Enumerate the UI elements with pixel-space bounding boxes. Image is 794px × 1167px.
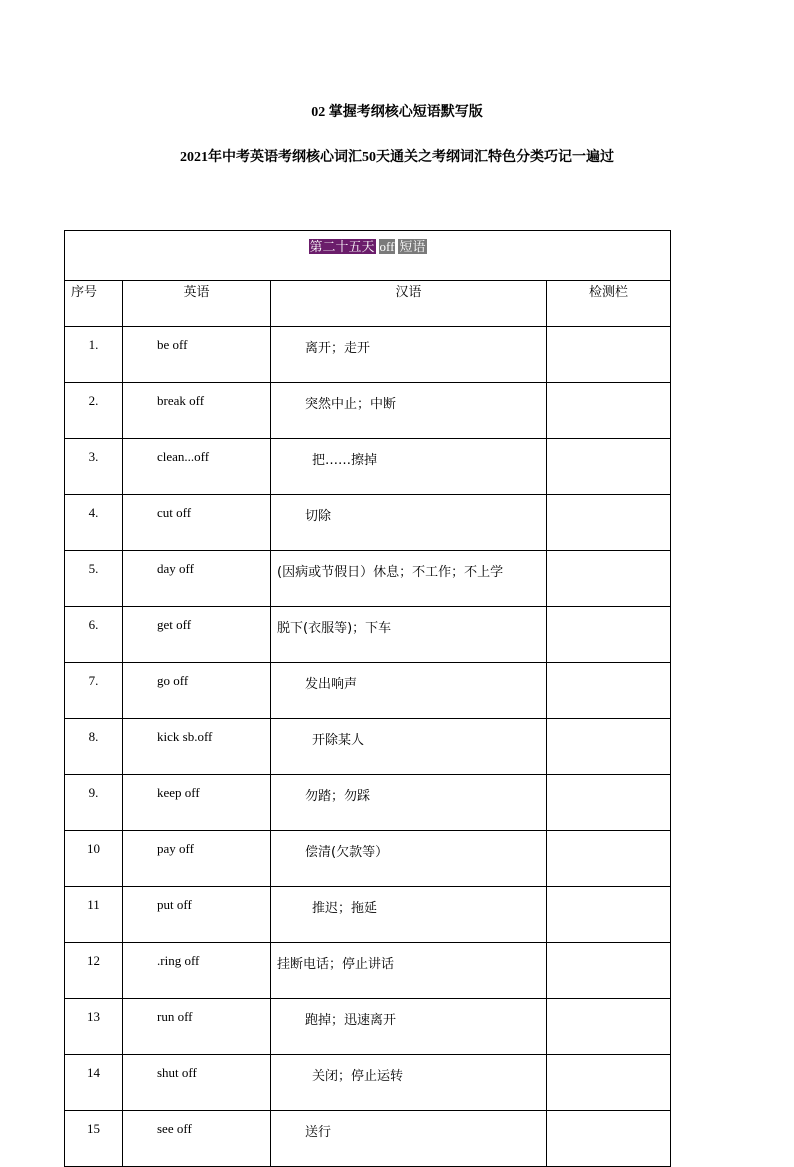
table-row xyxy=(65,1055,671,1111)
chinese-meaning: 开除某人 xyxy=(271,719,547,775)
row-number: 13 xyxy=(65,999,123,1055)
row-number: 8. xyxy=(65,719,123,775)
table-row xyxy=(65,327,671,383)
table-row xyxy=(65,439,671,495)
table-row xyxy=(65,943,671,999)
vocabulary-table xyxy=(64,230,671,1167)
english-phrase: .ring off xyxy=(123,943,271,999)
chinese-meaning: 勿踏；勿踩 xyxy=(271,775,547,831)
row-number: 7. xyxy=(65,663,123,719)
english-phrase: run off xyxy=(123,999,271,1055)
check-cell[interactable] xyxy=(547,999,671,1055)
english-phrase: clean...off xyxy=(123,439,271,495)
table-title-cell xyxy=(65,231,671,281)
document-subtitle: 2021年中考英语考纲核心词汇50天通关之考纲词汇特色分类巧记一遍过 xyxy=(180,150,614,165)
english-phrase: break off xyxy=(123,383,271,439)
check-cell[interactable] xyxy=(547,551,671,607)
chinese-meaning: 把……擦掉 xyxy=(271,439,547,495)
table-title-keyword: off xyxy=(379,239,395,254)
table-row xyxy=(65,999,671,1055)
row-number: 2. xyxy=(65,383,123,439)
check-cell[interactable] xyxy=(547,1111,671,1167)
english-phrase: get off xyxy=(123,607,271,663)
column-header-number: 序号 xyxy=(65,281,123,327)
row-number: 4. xyxy=(65,495,123,551)
chinese-meaning: 关闭；停止运转 xyxy=(271,1055,547,1111)
row-number: 15 xyxy=(65,1111,123,1167)
english-phrase: put off xyxy=(123,887,271,943)
check-cell[interactable] xyxy=(547,719,671,775)
row-number: 10 xyxy=(65,831,123,887)
english-phrase: go off xyxy=(123,663,271,719)
chinese-meaning: 离开；走开 xyxy=(271,327,547,383)
table-row xyxy=(65,663,671,719)
row-number: 14 xyxy=(65,1055,123,1111)
row-number: 9. xyxy=(65,775,123,831)
check-cell[interactable] xyxy=(547,607,671,663)
english-phrase: kick sb.off xyxy=(123,719,271,775)
english-phrase: shut off xyxy=(123,1055,271,1111)
table-row xyxy=(65,887,671,943)
column-header-chinese: 汉语 xyxy=(271,281,547,327)
row-number: 11 xyxy=(65,887,123,943)
chinese-meaning: 切除 xyxy=(271,495,547,551)
chinese-meaning: 发出响声 xyxy=(271,663,547,719)
column-header-check: 检测栏 xyxy=(547,281,671,327)
english-phrase: cut off xyxy=(123,495,271,551)
check-cell[interactable] xyxy=(547,887,671,943)
check-cell[interactable] xyxy=(547,943,671,999)
row-number: 1. xyxy=(65,327,123,383)
check-cell[interactable] xyxy=(547,775,671,831)
english-phrase: day off xyxy=(123,551,271,607)
check-cell[interactable] xyxy=(547,383,671,439)
row-number: 6. xyxy=(65,607,123,663)
chinese-meaning: 推迟；拖延 xyxy=(271,887,547,943)
check-cell[interactable] xyxy=(547,831,671,887)
check-cell[interactable] xyxy=(547,495,671,551)
row-number: 12 xyxy=(65,943,123,999)
column-header-english: 英语 xyxy=(123,281,271,327)
table-row xyxy=(65,831,671,887)
chinese-meaning: 突然中止；中断 xyxy=(271,383,547,439)
chinese-meaning: 送行 xyxy=(271,1111,547,1167)
table-row xyxy=(65,383,671,439)
chinese-meaning: 跑掉；迅速离开 xyxy=(271,999,547,1055)
row-number: 3. xyxy=(65,439,123,495)
column-header-row xyxy=(65,281,671,327)
table-row xyxy=(65,607,671,663)
chinese-meaning: (因病或节假日）休息；不工作；不上学 xyxy=(271,551,547,607)
check-cell[interactable] xyxy=(547,327,671,383)
english-phrase: be off xyxy=(123,327,271,383)
document-title: 02 掌握考纲核心短语默写版 xyxy=(311,105,483,120)
english-phrase: keep off xyxy=(123,775,271,831)
check-cell[interactable] xyxy=(547,439,671,495)
table-title-suffix: 短语 xyxy=(399,239,426,254)
table-title-day: 第二十五天 xyxy=(309,239,375,254)
english-phrase: pay off xyxy=(123,831,271,887)
table-title-row xyxy=(65,231,671,281)
table-row xyxy=(65,551,671,607)
check-cell[interactable] xyxy=(547,663,671,719)
chinese-meaning: 脱下(衣服等)；下车 xyxy=(271,607,547,663)
table-row xyxy=(65,495,671,551)
row-number: 5. xyxy=(65,551,123,607)
table-row xyxy=(65,1111,671,1167)
chinese-meaning: 偿清(欠款等） xyxy=(271,831,547,887)
table-row xyxy=(65,719,671,775)
english-phrase: see off xyxy=(123,1111,271,1167)
table-row xyxy=(65,775,671,831)
check-cell[interactable] xyxy=(547,1055,671,1111)
chinese-meaning: 挂断电话；停止讲话 xyxy=(271,943,547,999)
